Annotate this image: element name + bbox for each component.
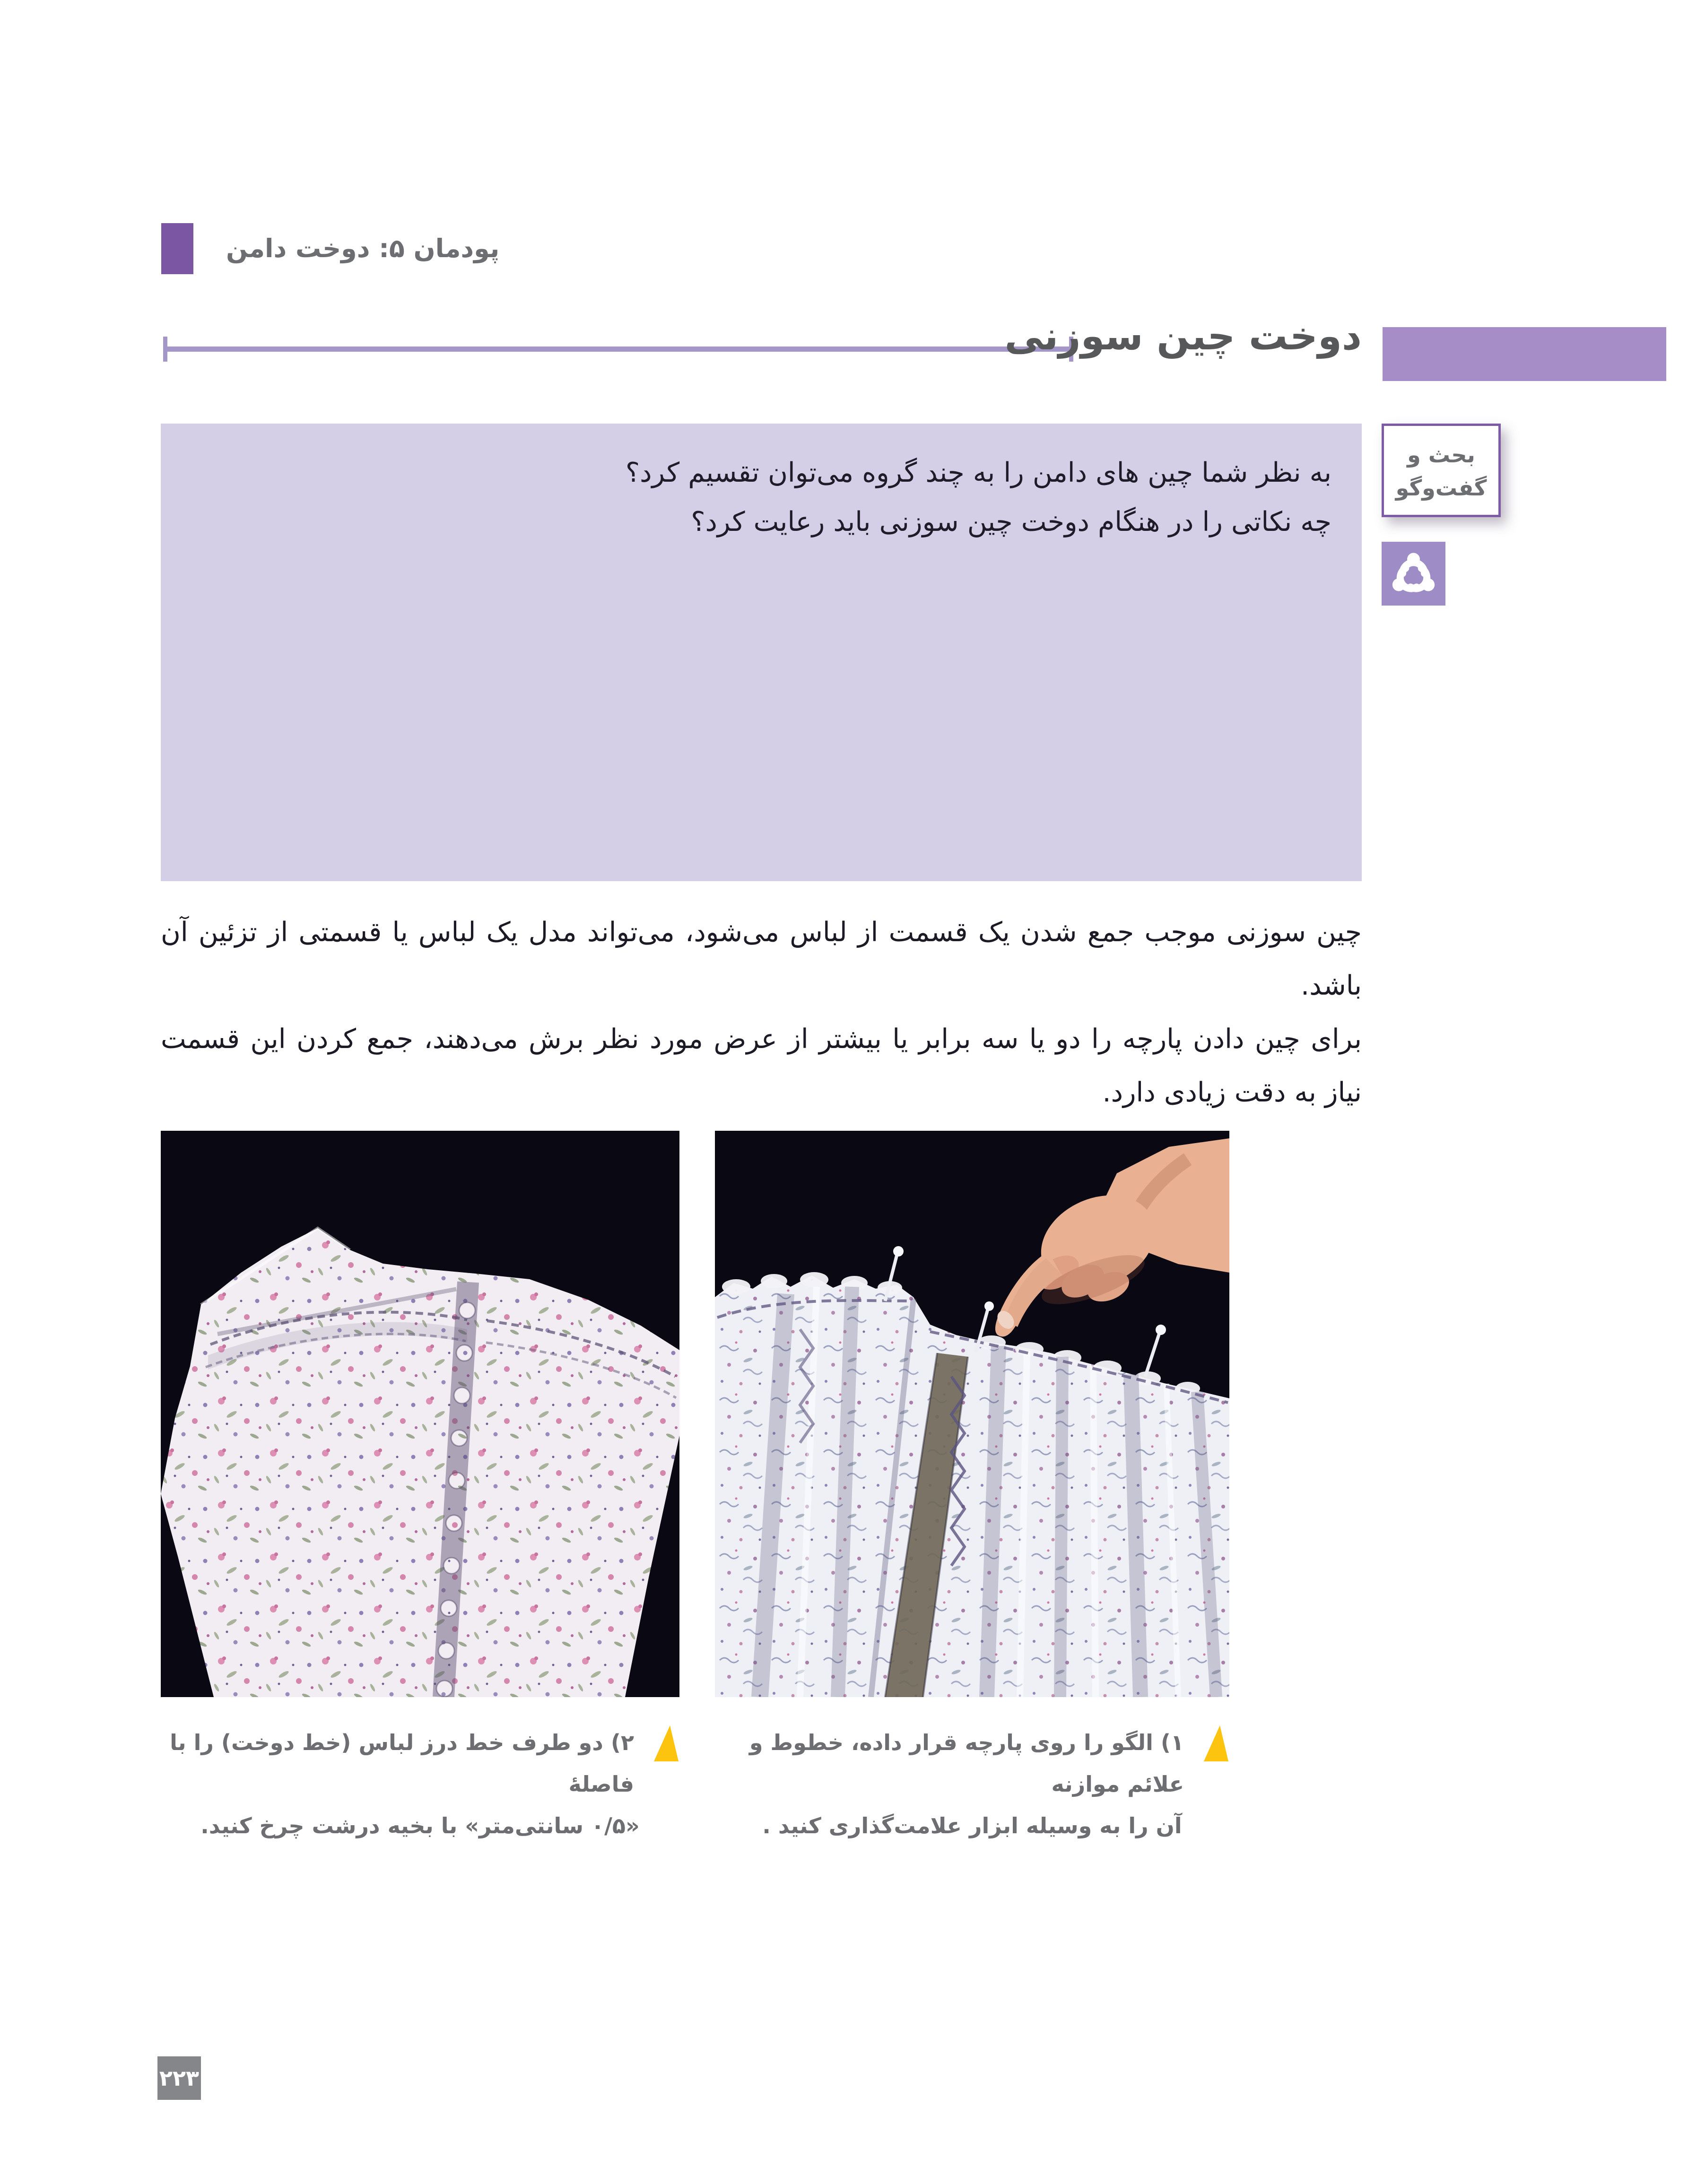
body-line: باشد. — [1300, 970, 1362, 1001]
body-line: نیاز به دقت زیادی دارد. — [1102, 1077, 1362, 1108]
title-accent-bar — [1383, 327, 1666, 381]
discussion-label-box — [1382, 424, 1501, 517]
figure-1-caption-line-2: آن را به وسیله ابزار علامت‌گذاری کنید . — [762, 1813, 1182, 1838]
title-line-left-cap — [163, 337, 167, 362]
figure-2-caption — [161, 1722, 679, 1846]
discussion-question-panel — [161, 424, 1362, 881]
module-color-square — [161, 223, 193, 274]
discussion-label-line-2: گفت‌وگو — [1395, 475, 1487, 501]
discussion-question-2: چه نکاتی را در هنگام دوخت چین سوزنی باید رعایت کرد؟ — [691, 506, 1331, 537]
module-header-text: پودمان ۵: دوخت دامن — [226, 234, 500, 263]
figure-1-photo-pinning-pleats — [715, 1131, 1229, 1697]
group-discussion-icon — [1382, 542, 1445, 606]
page-number-badge: ۲۲۳ — [157, 2056, 201, 2100]
body-line: چین سوزنی موجب جمع شدن یک قسمت از لباس می‌شود، می‌تواند مدل یک لباس یا قسمتی از تزئین آن — [161, 917, 1362, 948]
discussion-label-line-1: بحث و — [1407, 442, 1475, 468]
section-title: دوخت چین سوزنی — [1004, 314, 1362, 359]
figure-marker-triangle-icon — [1204, 1725, 1228, 1761]
figure-1-caption-line-1: ۱) الگو را روی پارچه قرار داده، خطوط و علائم موازنه — [749, 1730, 1184, 1797]
body-paragraphs — [161, 906, 1362, 1119]
figure-2-caption-line-2: «۰/۵ سانتی‌متر» با بخیه درشت چرخ کنید. — [200, 1813, 640, 1838]
figure-1-caption — [715, 1722, 1229, 1846]
body-line: برای چین دادن پارچه را دو یا سه برابر یا بیشتر از عرض مورد نظر برش می‌دهند، جمع کردن این قسمت — [161, 1023, 1362, 1055]
figure-2-photo-folded-fabric — [161, 1131, 679, 1697]
figure-2-caption-line-1: ۲) دو طرف خط درز لباس (خط دوخت) را با فاصلۀ — [170, 1730, 634, 1797]
discussion-question-1: به نظر شما چین های دامن را به چند گروه می‌توان تقسیم کرد؟ — [625, 457, 1331, 488]
title-underline — [163, 347, 1073, 352]
figure-marker-triangle-icon — [654, 1725, 679, 1761]
